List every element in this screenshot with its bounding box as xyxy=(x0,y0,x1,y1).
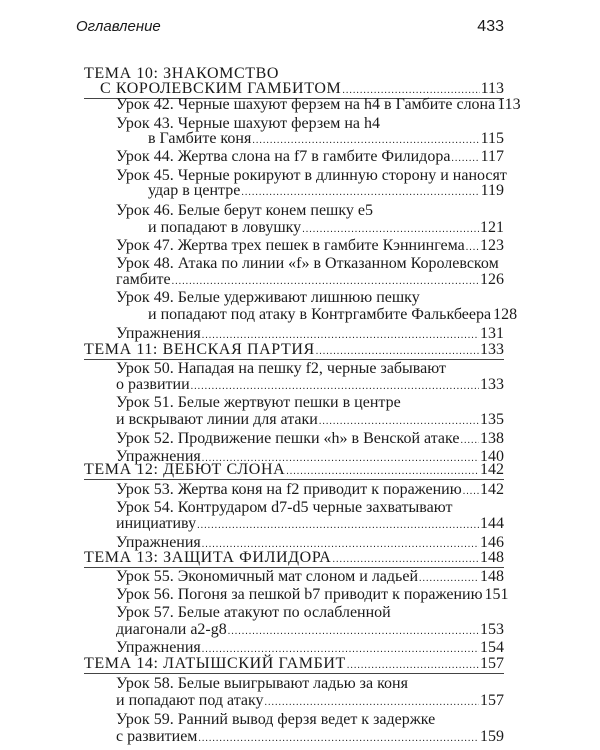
toc-page-number: 131 xyxy=(480,325,504,342)
toc-entry-text: Урок 56. Погоня за пешкой b7 приводит к поражению xyxy=(116,586,483,603)
toc-entry-text: ТЕМА 10: ЗНАКОМСТВО xyxy=(84,65,280,82)
toc-entry-text: Упражнения xyxy=(116,448,201,465)
toc-page-number: 126 xyxy=(480,271,504,288)
toc-entry-text: и вскрывают линии для атаки xyxy=(116,411,318,428)
toc-entry xyxy=(116,410,504,430)
toc-entry xyxy=(116,480,504,500)
toc-entry-text: Упражнения xyxy=(116,639,201,656)
toc-entry xyxy=(148,181,504,201)
toc-entry-text: ТЕМА 11: ВЕНСКАЯ ПАРТИЯ xyxy=(84,341,315,358)
toc-entry-text: Урок 55. Экономичный мат слоном и ладьей xyxy=(116,568,418,585)
toc-page-number: 138 xyxy=(480,430,504,447)
toc-page-number: 142 xyxy=(480,461,504,478)
toc-page-number: 123 xyxy=(480,237,504,254)
toc-entry-text: о развитии xyxy=(116,376,190,393)
toc-entry xyxy=(116,147,504,167)
toc-entry-text: ТЕМА 14: ЛАТЫШСКИЙ ГАМБИТ xyxy=(84,655,346,672)
toc-page-number: 121 xyxy=(480,219,504,236)
toc-page-number: 142 xyxy=(480,481,504,498)
toc-entry-text: Упражнения xyxy=(116,325,201,342)
toc-entry-text: с развитием xyxy=(116,728,198,745)
toc-page-number: 133 xyxy=(480,376,504,393)
toc-entry-text: Урок 50. Нападая на пешку f2, черные забывают xyxy=(116,360,446,377)
dot-leader xyxy=(241,181,479,203)
toc-entry xyxy=(116,95,521,115)
toc-entry xyxy=(116,270,504,290)
toc-theme-heading xyxy=(84,460,504,480)
toc-entry-text: инициативу xyxy=(116,515,197,532)
toc-page-number: 157 xyxy=(480,692,504,709)
toc-entry-text: и попадают под атаку xyxy=(116,692,264,709)
toc-page-number: 159 xyxy=(480,728,504,745)
toc-entry xyxy=(116,429,504,449)
page-number: 433 xyxy=(477,18,504,35)
toc-entry-text: гамбите xyxy=(116,271,171,288)
toc-page-number: 115 xyxy=(480,130,504,147)
toc-entry-text: в Гамбите коня xyxy=(148,130,252,147)
toc-page-number: 135 xyxy=(480,411,504,428)
toc-page-number: 144 xyxy=(480,515,504,532)
section-title: Оглавление xyxy=(76,18,161,35)
toc-page-number: 153 xyxy=(480,621,504,638)
toc-entry xyxy=(116,514,504,534)
toc-page-number: 113 xyxy=(497,96,521,113)
toc-page-number: 154 xyxy=(480,639,504,656)
toc-entry xyxy=(148,129,504,149)
toc-entry-text: С КОРОЛЕВСКИМ ГАМБИТОМ xyxy=(100,80,342,97)
toc-entry-text: Урок 47. Жертва трех пешек в гамбите Кэннингема xyxy=(116,237,465,254)
toc-page-number: 146 xyxy=(480,534,504,551)
toc-entry-text: Урок 46. Белые берут конем пешку е5 xyxy=(116,202,374,219)
toc-entry-text: Урок 51. Белые жертвуют пешки в центре xyxy=(116,394,401,411)
toc-entry xyxy=(116,375,504,395)
toc-theme-heading xyxy=(84,340,504,360)
toc-entry-text: Урок 58. Белые выигрывают ладью за коня xyxy=(116,675,408,692)
toc-entry-text: Урок 45. Черные рокируют в длинную сторону и наносят xyxy=(116,167,507,184)
toc-entry xyxy=(116,236,504,256)
toc-entry xyxy=(116,567,504,587)
toc-entry xyxy=(116,620,504,640)
dot-leader xyxy=(198,727,479,749)
toc-entry-text: Урок 49. Белые удерживают лишнюю пешку xyxy=(116,289,420,306)
toc-entry-text: ТЕМА 12: ДЕБЮТ СЛОНА xyxy=(84,461,286,478)
toc-entry-text: Урок 59. Ранний вывод ферзя ведет к задержке xyxy=(116,711,436,728)
toc-entry-text: Урок 43. Черные шахуют ферзем на h4 xyxy=(116,115,381,132)
toc-entry-text: Урок 44. Жертва слона на f7 в гамбите Филидора xyxy=(116,148,451,165)
toc-page-number: 148 xyxy=(480,549,504,566)
toc-theme-heading xyxy=(84,654,504,674)
toc-entry-text: Урок 57. Белые атакуют по ослабленной xyxy=(116,604,391,621)
toc-page-number: 157 xyxy=(480,655,504,672)
toc-entry-text: ТЕМА 13: ЗАЩИТА ФИЛИДОРА xyxy=(84,549,332,566)
toc-page-number: 133 xyxy=(480,341,504,358)
toc-entry-text: и попадают в ловушку xyxy=(148,219,302,236)
toc-entry xyxy=(116,585,509,605)
toc-entry-text: Упражнения xyxy=(116,534,201,551)
toc-entry-text: и попадают под атаку в Контргамбите Фалькбеера xyxy=(148,306,492,323)
toc-page-number: 140 xyxy=(480,448,504,465)
toc-page-number: 128 xyxy=(493,306,518,323)
toc-theme-heading xyxy=(84,548,504,568)
toc-entry-text: диагонали а2-g8 xyxy=(116,621,227,638)
toc-entry-text: Урок 53. Жертва коня на f2 приводит к поражению xyxy=(116,481,462,498)
toc-entry-text: Урок 52. Продвижение пешки «h» в Венской атаке xyxy=(116,430,460,447)
toc-entry-text: Урок 54. Контрударом d7-d5 черные захватывают xyxy=(116,499,453,516)
toc-page-number: 151 xyxy=(484,586,509,603)
toc-page-number: 119 xyxy=(480,182,504,199)
toc-entry xyxy=(148,305,518,325)
toc-entry xyxy=(116,691,504,711)
toc-entry-text: Урок 42. Черные шахуют ферзем на h4 в Гамбите слона xyxy=(116,96,496,113)
toc-page-number: 113 xyxy=(480,80,504,97)
toc-entry-text: Урок 48. Атака по линии «f» в Отказанном Королевском xyxy=(116,255,499,272)
toc-page-number: 148 xyxy=(480,568,504,585)
toc-entry-text: удар в центре xyxy=(148,182,241,199)
toc-page-number: 117 xyxy=(480,148,504,165)
toc-entry xyxy=(148,218,504,238)
toc-entry xyxy=(116,727,504,747)
